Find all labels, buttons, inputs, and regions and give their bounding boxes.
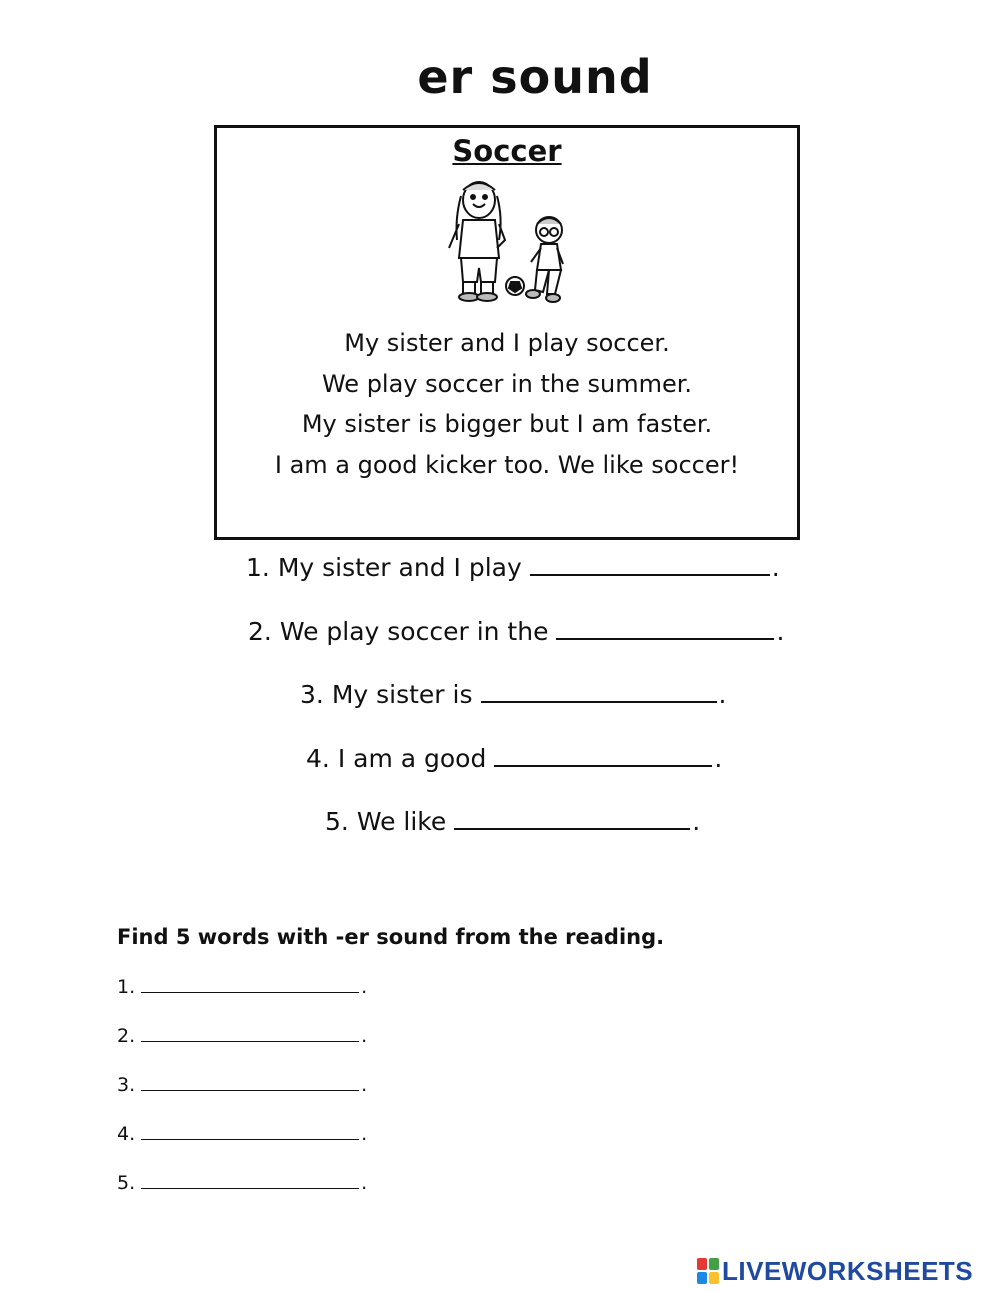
answer-end: . bbox=[361, 1123, 368, 1145]
logo-block bbox=[697, 1272, 707, 1284]
question-end: . bbox=[718, 680, 727, 709]
find-answer-3 bbox=[117, 1074, 367, 1096]
answer-number: 5. bbox=[117, 1172, 136, 1194]
story-line: I am a good kicker too. We like soccer! bbox=[274, 450, 740, 479]
find-answer-1 bbox=[117, 976, 367, 998]
answer-number: 3. bbox=[117, 1074, 136, 1096]
question-text: We like bbox=[356, 807, 447, 836]
answer-end: . bbox=[361, 1172, 368, 1194]
logo-block bbox=[709, 1258, 719, 1270]
find-answer-4 bbox=[117, 1123, 367, 1145]
story-title: Soccer bbox=[452, 134, 562, 168]
brand-text: LIVEWORKSHEETS bbox=[722, 1255, 974, 1286]
answer-blank[interactable] bbox=[141, 1123, 359, 1140]
question-text: My sister is bbox=[331, 680, 473, 709]
answer-end: . bbox=[361, 1074, 368, 1096]
question-end: . bbox=[714, 744, 723, 773]
kids-playing-soccer-illustration bbox=[437, 178, 587, 313]
answer-blank[interactable] bbox=[556, 616, 774, 640]
question-number: 3. bbox=[300, 680, 324, 709]
answer-number: 1. bbox=[117, 976, 136, 998]
answer-end: . bbox=[361, 1025, 368, 1047]
story-line: We play soccer in the summer. bbox=[321, 369, 693, 398]
question-end: . bbox=[771, 553, 780, 582]
story-box bbox=[214, 125, 800, 540]
answer-blank[interactable] bbox=[141, 976, 359, 993]
question-text: I am a good bbox=[337, 744, 487, 773]
liveworksheets-logo-icon bbox=[697, 1258, 719, 1284]
liveworksheets-brand[interactable] bbox=[697, 1255, 997, 1287]
answer-blank[interactable] bbox=[141, 1025, 359, 1042]
story-line: My sister and I play soccer. bbox=[344, 329, 670, 357]
question-end: . bbox=[692, 807, 701, 836]
answer-blank[interactable] bbox=[481, 679, 717, 703]
question-end: . bbox=[776, 617, 785, 646]
question-2 bbox=[248, 616, 784, 646]
question-1 bbox=[246, 552, 780, 582]
question-number: 5. bbox=[325, 807, 349, 836]
find-answer-5 bbox=[117, 1172, 367, 1194]
question-text: My sister and I play bbox=[277, 553, 522, 582]
question-number: 1. bbox=[246, 553, 270, 582]
question-3 bbox=[300, 679, 726, 709]
answer-number: 4. bbox=[117, 1123, 136, 1145]
worksheet-title: er sound bbox=[417, 50, 653, 104]
answer-blank[interactable] bbox=[141, 1074, 359, 1091]
question-text: We play soccer in the bbox=[279, 617, 549, 646]
answer-end: . bbox=[361, 976, 368, 998]
story-line: My sister is bigger but I am faster. bbox=[301, 410, 713, 438]
logo-block bbox=[697, 1258, 707, 1270]
answer-blank[interactable] bbox=[141, 1172, 359, 1189]
question-4 bbox=[306, 743, 722, 773]
question-number: 4. bbox=[306, 744, 330, 773]
answer-number: 2. bbox=[117, 1025, 136, 1047]
answer-blank[interactable] bbox=[494, 743, 712, 767]
logo-block bbox=[709, 1272, 719, 1284]
find-words-instruction: Find 5 words with -er sound from the reading. bbox=[117, 925, 665, 949]
find-answer-2 bbox=[117, 1025, 367, 1047]
question-number: 2. bbox=[248, 617, 272, 646]
answer-blank[interactable] bbox=[530, 552, 770, 576]
story-text bbox=[217, 323, 797, 485]
answer-blank[interactable] bbox=[454, 806, 690, 830]
question-5 bbox=[325, 806, 700, 836]
